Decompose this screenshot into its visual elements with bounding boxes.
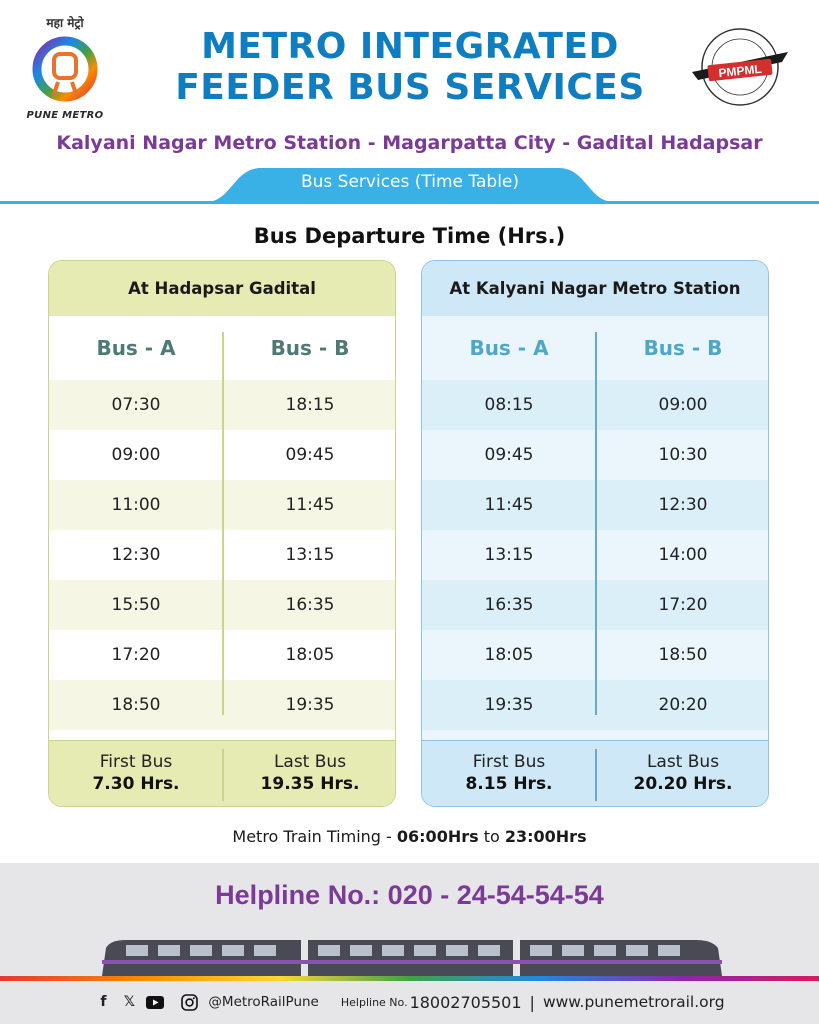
pune-metro-logo: [20, 14, 110, 124]
youtube-icon[interactable]: [146, 993, 164, 1011]
time-cell: 12:30: [111, 545, 161, 565]
column-header-bus-b: Bus - B: [270, 336, 350, 360]
time-cell: 12:30: [658, 495, 708, 515]
time-cell: 18:50: [658, 645, 708, 665]
table-heading: At Hadapsar Gadital: [49, 261, 395, 316]
time-cell: 08:15: [484, 395, 534, 415]
last-bus-label: Last Bus: [646, 752, 720, 772]
page-title: [130, 26, 690, 108]
departure-title: Bus Departure Time (Hrs.): [253, 224, 566, 248]
timetable-kalyani-nagar: [421, 260, 769, 807]
social-handle[interactable]: @MetroRailPune: [208, 994, 319, 1010]
column-header-bus-a: Bus - A: [469, 336, 549, 360]
header-divider: [0, 201, 819, 204]
table-body: [422, 316, 768, 740]
metro-timing-to: to: [478, 827, 505, 846]
rainbow-stripe: [0, 976, 819, 981]
time-cell: 18:50: [111, 695, 161, 715]
first-bus: [49, 741, 223, 807]
footer-social-bar: [0, 990, 819, 1014]
last-bus: [223, 741, 396, 807]
time-cell: 18:05: [484, 645, 534, 665]
time-cell: 07:30: [111, 395, 161, 415]
tab-label: Bus Services (Time Table): [300, 172, 520, 192]
last-bus: [596, 741, 769, 807]
time-cell: 19:35: [285, 695, 335, 715]
column-divider: [222, 332, 224, 715]
metro-train-timing: [0, 827, 819, 846]
header: [0, 0, 819, 205]
title-line-1: METRO INTEGRATED: [201, 26, 619, 67]
time-cell: 17:20: [111, 645, 161, 665]
footer-helpline-label: Helpline No.: [340, 995, 408, 1009]
time-cell: 11:45: [484, 495, 534, 515]
x-icon[interactable]: 𝕏: [123, 994, 136, 1010]
metro-timing-end: 23:00Hrs: [504, 827, 587, 846]
time-cell: 17:20: [658, 595, 708, 615]
first-bus: [422, 741, 596, 807]
time-cell: 09:45: [285, 445, 335, 465]
footer-separator: |: [529, 992, 535, 1012]
column-divider: [595, 332, 597, 715]
time-cell: 13:15: [285, 545, 335, 565]
table-heading: At Kalyani Nagar Metro Station: [422, 261, 768, 316]
first-bus-value: 8.15 Hrs.: [465, 774, 553, 794]
time-cell: 18:05: [285, 645, 335, 665]
title-line-2: FEEDER BUS SERVICES: [175, 67, 645, 108]
last-bus-value: 19.35 Hrs.: [260, 774, 360, 794]
metro-timing-label: Metro Train Timing -: [232, 827, 397, 846]
time-cell: 16:35: [285, 595, 335, 615]
time-cell: 11:45: [285, 495, 335, 515]
time-cell: 16:35: [484, 595, 534, 615]
timetable-hadapsar: [48, 260, 396, 807]
table-footer: [422, 740, 769, 807]
time-cell: 15:50: [111, 595, 161, 615]
table-footer: [49, 740, 396, 807]
time-cell: 11:00: [111, 495, 161, 515]
time-cell: 09:00: [111, 445, 161, 465]
facebook-icon[interactable]: f: [100, 994, 107, 1010]
route-text: Kalyani Nagar Metro Station - Magarpatta City - Gadital Hadapsar: [56, 132, 763, 154]
logo-bottom-text: PUNE METRO: [26, 110, 104, 121]
last-bus-label: Last Bus: [273, 752, 347, 772]
footer-divider: [595, 749, 597, 801]
table-body: [49, 316, 395, 740]
footer-helpline-number[interactable]: 18002705501: [409, 992, 522, 1012]
first-bus-value: 7.30 Hrs.: [92, 774, 180, 794]
column-header-bus-a: Bus - A: [96, 336, 176, 360]
logo-top-text: महा मेट्रो: [46, 16, 84, 30]
time-cell: 09:45: [484, 445, 534, 465]
time-cell: 18:15: [285, 395, 335, 415]
instagram-icon[interactable]: [180, 993, 198, 1011]
footer-divider: [222, 749, 224, 801]
time-cell: 14:00: [658, 545, 708, 565]
time-cell: 10:30: [658, 445, 708, 465]
first-bus-label: First Bus: [472, 752, 546, 772]
time-cell: 09:00: [658, 395, 708, 415]
time-cell: 19:35: [484, 695, 534, 715]
pmpml-logo-text: PMPML: [717, 61, 763, 81]
pmpml-logo: [690, 22, 790, 112]
time-cell: 20:20: [658, 695, 708, 715]
last-bus-value: 20.20 Hrs.: [633, 774, 733, 794]
website-link[interactable]: www.punemetrorail.org: [542, 993, 725, 1011]
metro-timing-start: 06:00Hrs: [396, 827, 479, 846]
metro-ring-icon: [30, 34, 100, 104]
helpline-text: Helpline No.: 020 - 24-54-54-54: [215, 880, 604, 910]
column-header-bus-b: Bus - B: [643, 336, 723, 360]
first-bus-label: First Bus: [99, 752, 173, 772]
time-cell: 13:15: [484, 545, 534, 565]
